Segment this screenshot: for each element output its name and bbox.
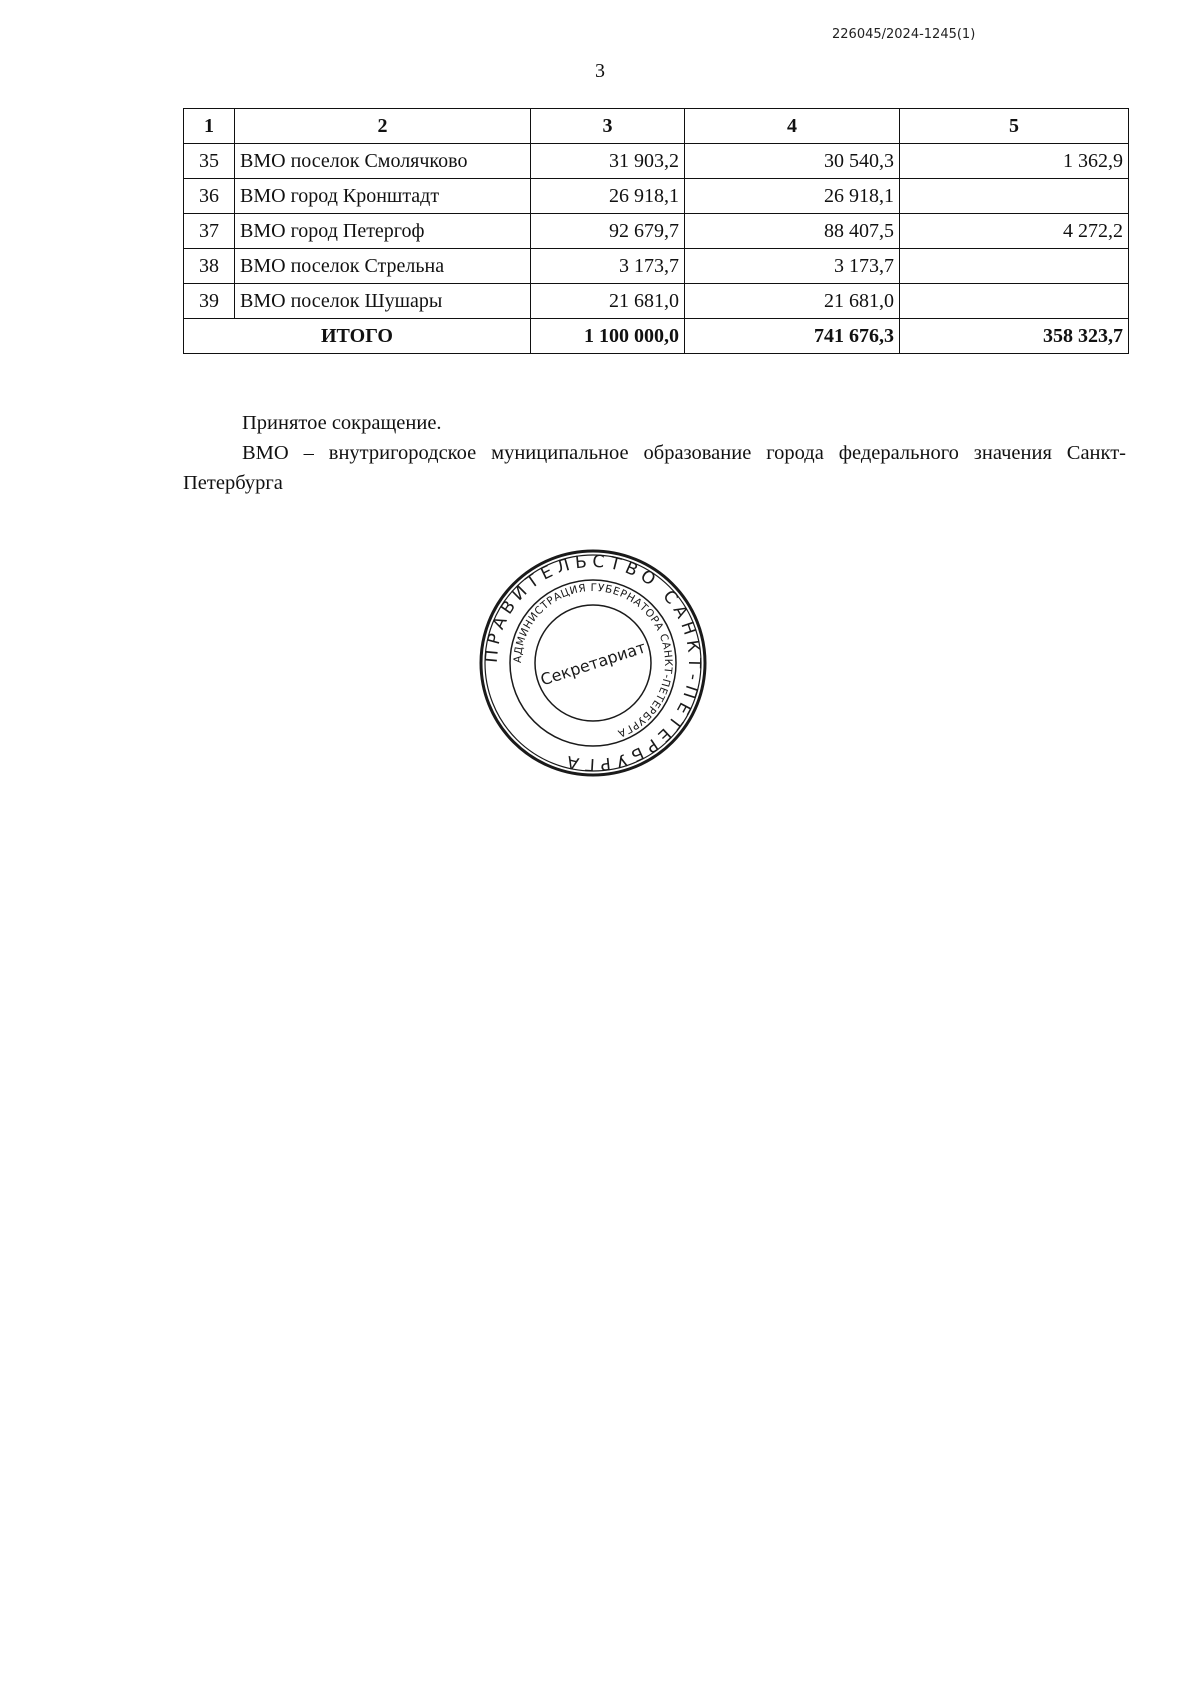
value-col3: 3 173,7 bbox=[531, 249, 685, 284]
column-header: 2 bbox=[235, 109, 531, 144]
total-label: ИТОГО bbox=[184, 319, 531, 354]
value-col5 bbox=[900, 249, 1129, 284]
value-col4: 26 918,1 bbox=[685, 179, 900, 214]
value-col3: 92 679,7 bbox=[531, 214, 685, 249]
municipality-name: ВМО город Кронштадт bbox=[235, 179, 531, 214]
value-col3: 21 681,0 bbox=[531, 284, 685, 319]
row-number: 37 bbox=[184, 214, 235, 249]
total-row bbox=[184, 319, 1129, 354]
document-id: 226045/2024-1245(1) bbox=[832, 27, 976, 42]
table-row bbox=[184, 144, 1129, 179]
total-col3: 1 100 000,0 bbox=[531, 319, 685, 354]
value-col5 bbox=[900, 284, 1129, 319]
value-col4: 3 173,7 bbox=[685, 249, 900, 284]
row-number: 35 bbox=[184, 144, 235, 179]
total-col5: 358 323,7 bbox=[900, 319, 1129, 354]
notes-heading: Принятое сокращение. bbox=[242, 412, 442, 434]
municipality-name: ВМО поселок Смолячково bbox=[235, 144, 531, 179]
page-number: 3 bbox=[595, 60, 605, 82]
value-col5: 4 272,2 bbox=[900, 214, 1129, 249]
value-col5 bbox=[900, 179, 1129, 214]
budget-table bbox=[183, 108, 1129, 354]
row-number: 39 bbox=[184, 284, 235, 319]
table-row bbox=[184, 249, 1129, 284]
official-seal bbox=[478, 548, 708, 778]
row-number: 36 bbox=[184, 179, 235, 214]
value-col4: 88 407,5 bbox=[685, 214, 900, 249]
column-header: 4 bbox=[685, 109, 900, 144]
value-col4: 21 681,0 bbox=[685, 284, 900, 319]
abbreviation-definition: ВМО – внутригородское муниципальное образование города федерального значения Санкт-Петербурга bbox=[183, 442, 1126, 494]
seal-center-text: Секретариат bbox=[538, 637, 649, 690]
row-number: 38 bbox=[184, 249, 235, 284]
total-col4: 741 676,3 bbox=[685, 319, 900, 354]
value-col4: 30 540,3 bbox=[685, 144, 900, 179]
seal-inner-text: АДМИНИСТРАЦИЯ ГУБЕРНАТОРА САНКТ-ПЕТЕРБУРГА bbox=[511, 581, 675, 740]
column-header: 3 bbox=[531, 109, 685, 144]
table-header-row bbox=[184, 109, 1129, 144]
municipality-name: ВМО город Петергоф bbox=[235, 214, 531, 249]
value-col3: 31 903,2 bbox=[531, 144, 685, 179]
column-header: 5 bbox=[900, 109, 1129, 144]
table-row bbox=[184, 179, 1129, 214]
table-row bbox=[184, 284, 1129, 319]
value-col5: 1 362,9 bbox=[900, 144, 1129, 179]
abbreviation-notes bbox=[183, 408, 1126, 498]
seal-outer-text: ПРАВИТЕЛЬСТВО САНКТ-ПЕТЕРБУРГА bbox=[481, 551, 705, 775]
municipality-name: ВМО поселок Стрельна bbox=[235, 249, 531, 284]
column-header: 1 bbox=[184, 109, 235, 144]
municipality-name: ВМО поселок Шушары bbox=[235, 284, 531, 319]
value-col3: 26 918,1 bbox=[531, 179, 685, 214]
table-row bbox=[184, 214, 1129, 249]
